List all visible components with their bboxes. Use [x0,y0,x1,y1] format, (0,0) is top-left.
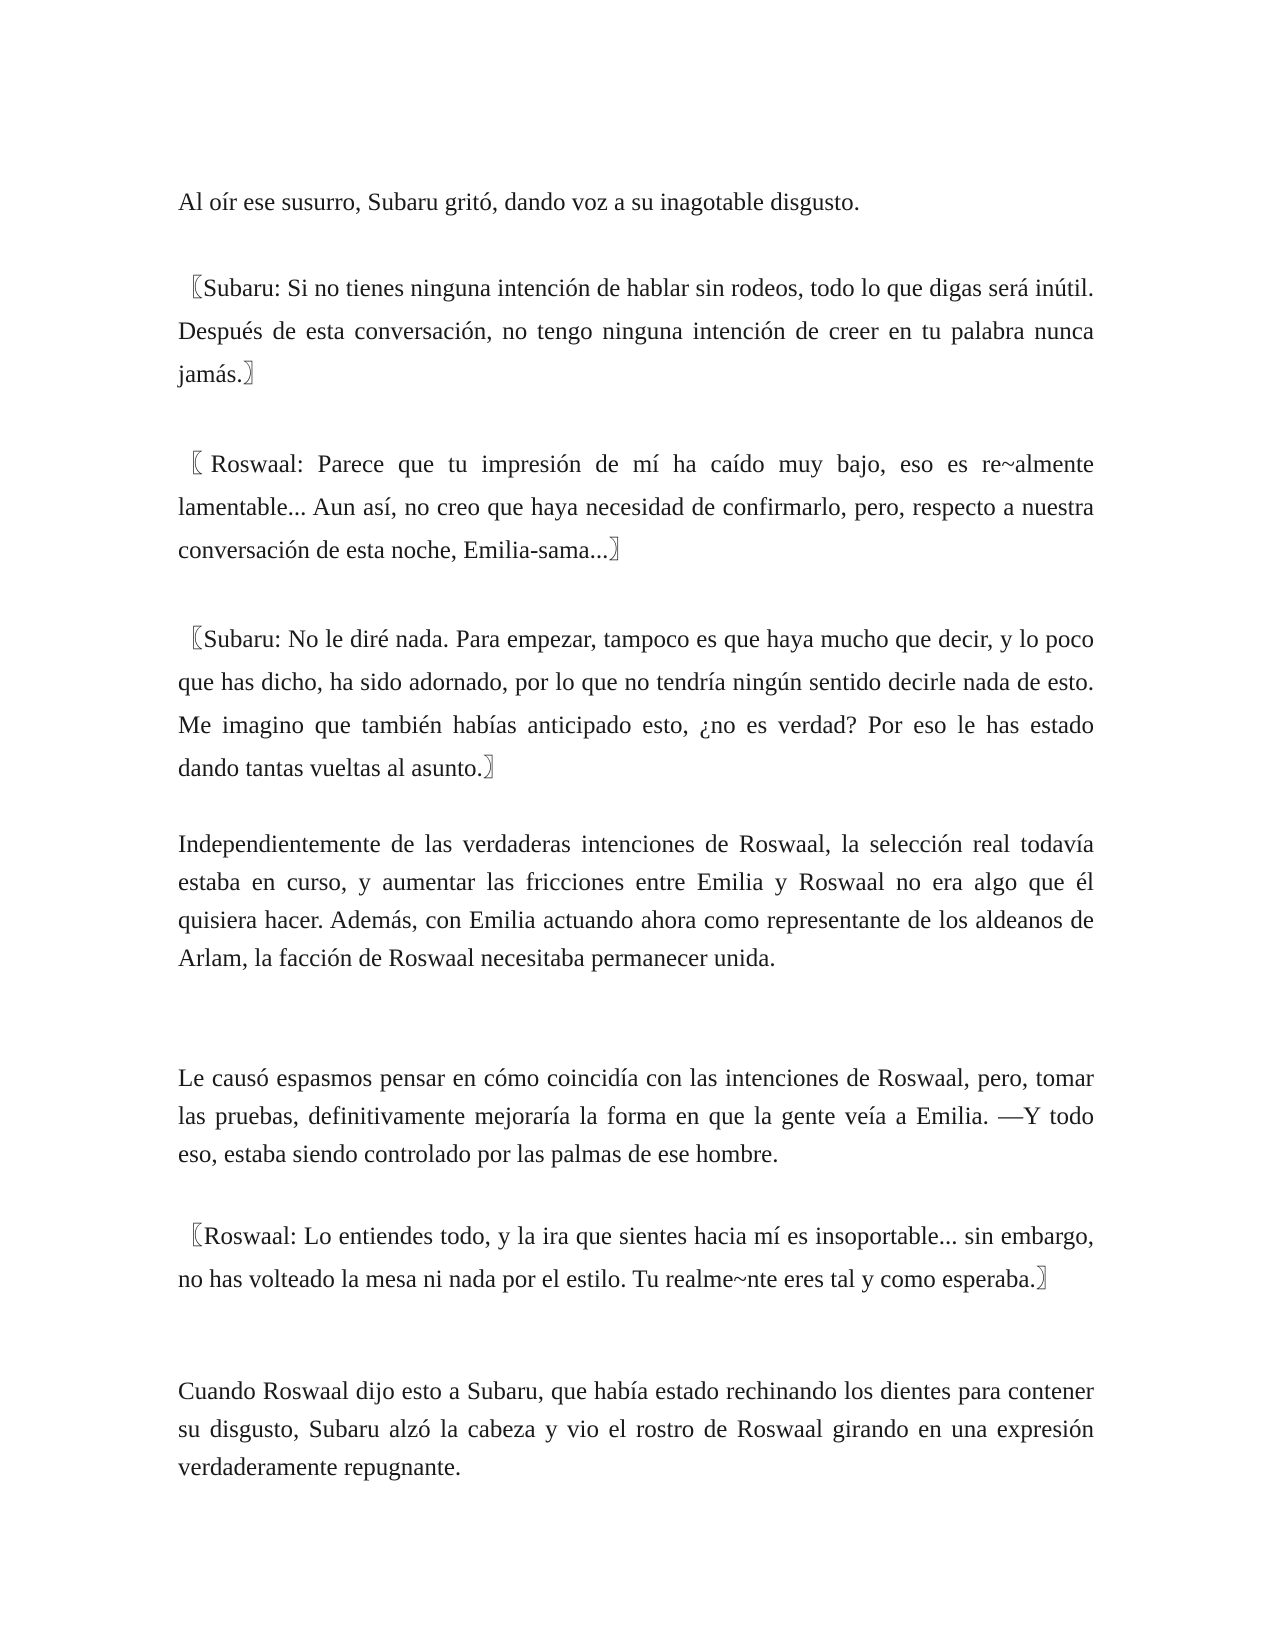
narration-paragraph: Le causó espasmos pensar en cómo coincidía con las intenciones de Roswaal, pero, tomar las pruebas, definitivamente mejoraría la forma en que la gente veía a Emilia. —Y todo eso, estaba siendo controlado por las palmas de ese hombre. [178,1065,1094,1168]
dialogue-paragraph-roswaal: 〖Roswaal: Parece que tu impresión de mí ha caído muy bajo, eso es re~almente lamentable... Aun así, no creo que haya necesidad de confirmarlo, pero, respecto a nuestra conversación de esta noche, Emilia-sama...〗 [178,451,1094,564]
dialogue-paragraph-roswaal: 〖Roswaal: Lo entiendes todo, y la ira que sientes hacia mí es insoportable... sin embargo, no has volteado la mesa ni nada por el estilo. Tu realme~nte eres tal y como esperaba.〗 [178,1223,1094,1293]
narration-paragraph: Independientemente de las verdaderas intenciones de Roswaal, la selección real todavía estaba en curso, y aumentar las fricciones entre Emilia y Roswaal no era algo que él quisiera hacer. Además, con Emilia actuando ahora como representante de los aldeanos de Arlam, la facción de Roswaal necesitaba permanecer unida. [178,831,1094,972]
narration-paragraph: Al oír ese susurro, Subaru gritó, dando voz a su inagotable disgusto. [178,189,860,216]
dialogue-paragraph-subaru: 〖Subaru: Si no tienes ninguna intención de hablar sin rodeos, todo lo que digas será inútil. Después de esta conversación, no tengo ninguna intención de creer en tu palabra nunca jamás.〗 [178,275,1094,388]
dialogue-paragraph-subaru: 〖Subaru: No le diré nada. Para empezar, tampoco es que haya mucho que decir, y lo poco que has dicho, ha sido adornado, por lo que no tendría ningún sentido decirle nada de esto. Me imagino que también habías anticipado esto, ¿no es verdad? Por eso le has estado dando tantas vueltas al asunto.〗 [178,626,1094,782]
narration-paragraph: Cuando Roswaal dijo esto a Subaru, que había estado rechinando los dientes para contener su disgusto, Subaru alzó la cabeza y vio el rostro de Roswaal girando en una expresión verdaderamente repugnante. [178,1378,1094,1481]
